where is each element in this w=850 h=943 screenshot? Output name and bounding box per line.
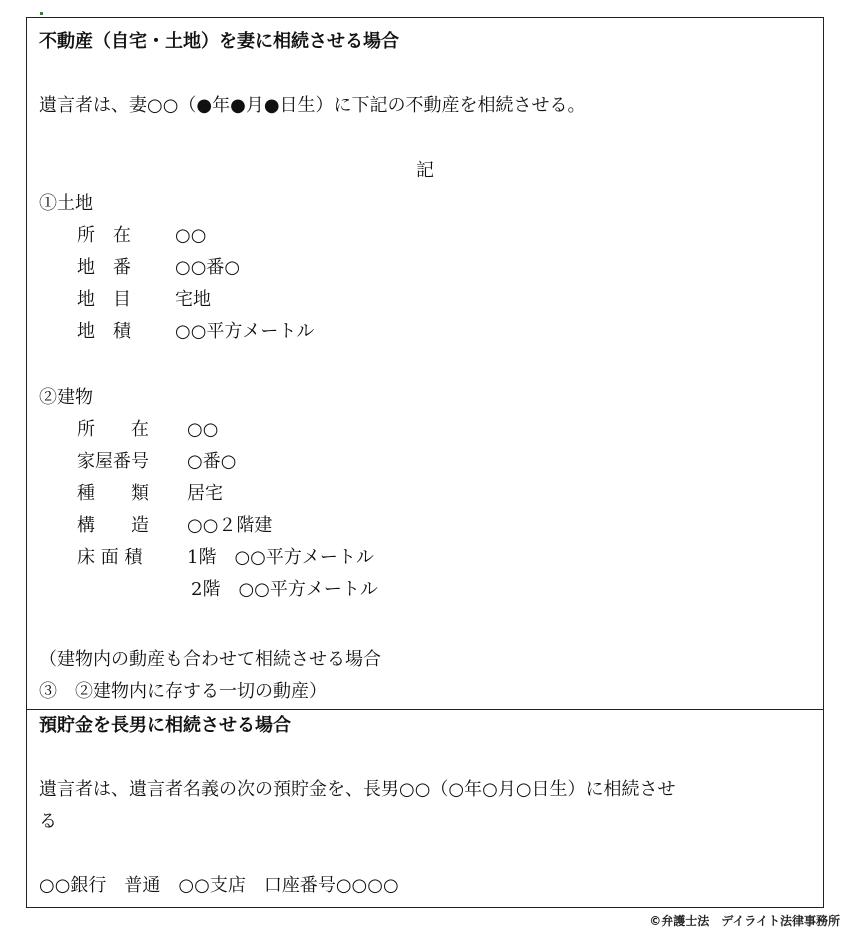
- ki-heading: 記: [416, 160, 434, 181]
- land-value: 宅地: [175, 289, 211, 310]
- building-label: 構 造: [77, 515, 149, 536]
- green-mark: [40, 12, 43, 15]
- land-label: 地 番: [77, 257, 131, 278]
- land-label: 地 積: [77, 321, 131, 342]
- building-row: [77, 482, 223, 506]
- intro-text-line-1: 遺言者は、遺言者名義の次の預貯金を、長男○○（○年○月○日生）に相続させ: [39, 779, 676, 800]
- land-heading: ①土地: [39, 193, 93, 214]
- land-row: [77, 256, 240, 280]
- section-title: 不動産（自宅・土地）を妻に相続させる場合: [39, 31, 399, 52]
- building-row: [77, 418, 218, 442]
- land-value: ○○: [175, 225, 207, 246]
- land-label: 所 在: [77, 225, 131, 246]
- deposit-section: [27, 709, 823, 907]
- land-value: ○○平方メートル: [175, 321, 315, 342]
- building-label: 床 面 積: [77, 547, 143, 568]
- land-row: [77, 224, 206, 248]
- section-title: 預貯金を長男に相続させる場合: [39, 715, 291, 736]
- building-row: [77, 546, 374, 570]
- land-label: 地 目: [77, 289, 131, 310]
- building-value: 2階 ○○平方メートル: [191, 579, 378, 600]
- copyright-text: ©弁護士法 デイライト法律事務所: [649, 914, 840, 928]
- building-value: 居宅: [187, 483, 223, 504]
- building-row: [77, 450, 236, 474]
- real-estate-section: [27, 18, 823, 709]
- building-label: 家屋番号: [77, 451, 149, 472]
- building-heading: ②建物: [39, 387, 93, 408]
- intro-text: 遺言者は、妻○○（●年●月●日生）に下記の不動産を相続させる。: [39, 95, 586, 116]
- building-label: 所 在: [77, 419, 149, 440]
- note-line-2: ③ ②建物内に存する一切の動産）: [39, 681, 327, 702]
- building-label: 種 類: [77, 483, 149, 504]
- building-value: ○○: [187, 419, 219, 440]
- building-row: [77, 514, 272, 538]
- note-line-1: （建物内の動産も合わせて相続させる場合: [39, 649, 381, 670]
- account-info: ○○銀行 普通 ○○支店 口座番号○○○○: [39, 875, 399, 896]
- land-value: ○○番○: [175, 257, 241, 278]
- intro-text-line-2: る: [39, 811, 57, 832]
- building-row: [77, 578, 378, 602]
- land-row: [77, 320, 314, 344]
- document-box: [26, 17, 824, 908]
- building-value: ○番○: [187, 451, 237, 472]
- building-value: ○○２階建: [187, 515, 273, 536]
- land-row: [77, 288, 211, 312]
- building-value: 1階 ○○平方メートル: [187, 547, 374, 568]
